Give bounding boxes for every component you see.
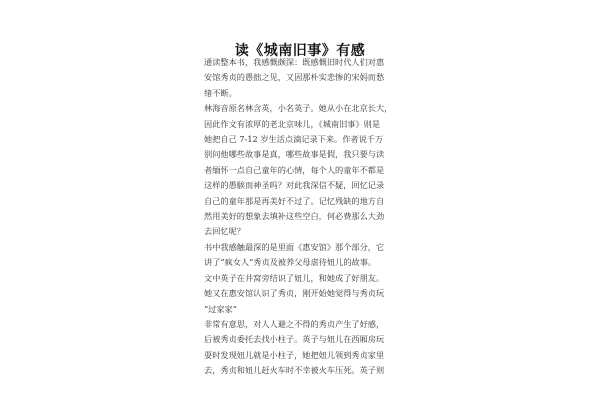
- document-title: 读《城南旧事》有感: [234, 43, 366, 59]
- paragraph-huianguan: 书中我感触最深的是里面《惠安馆》那个部分，它 讲了“疯女人”秀贞及被养父母虐待妞儿的故事。 文中英子在井窝旁结识了妞儿，和她成了好朋友。 她又在惠安馆认识了秀贞，刚开始她觉得与秀贞玩 “过家家”: [204, 241, 385, 314]
- paragraph-author: 林海音原名林含英，小名英子。她从小在北京长大， 因此作文有浓厚的老北京味儿，《城南旧事》则是 她把自己 7-12 岁生活点滴记录下来。作者说千万 别问他哪些故事是真，哪些故事是假，我只要与读 者缅怀一点自己童年的心情，每个人的童年不都是 这样的愚騃而神圣吗？对此我深信不疑，回忆记录 自己的童年那是再美好不过了。记忆残缺的地方自 然用美好的想象去填补这些空白，何必费那么大劲 去回忆呢？: [204, 103, 393, 237]
- document-body: [204, 55, 410, 379]
- paragraph-intro: 通读整本书，我感慨颇深：既感慨旧时代人们对惠 安馆秀贞的愚拙之见，又因那朴实悲惨的宋妈而愁 绪不断。: [204, 57, 385, 98]
- paragraph-story: 非常有意思，对人人避之不得的秀贞产生了好感， 后被秀贞委托去找小柱子。英子与妞儿在西厢房玩 耍时发现妞儿就是小柱子，她把妞儿领到秀贞家里 去，秀贞和妞儿赶火车时不幸被火车压死。英子则: [204, 318, 385, 376]
